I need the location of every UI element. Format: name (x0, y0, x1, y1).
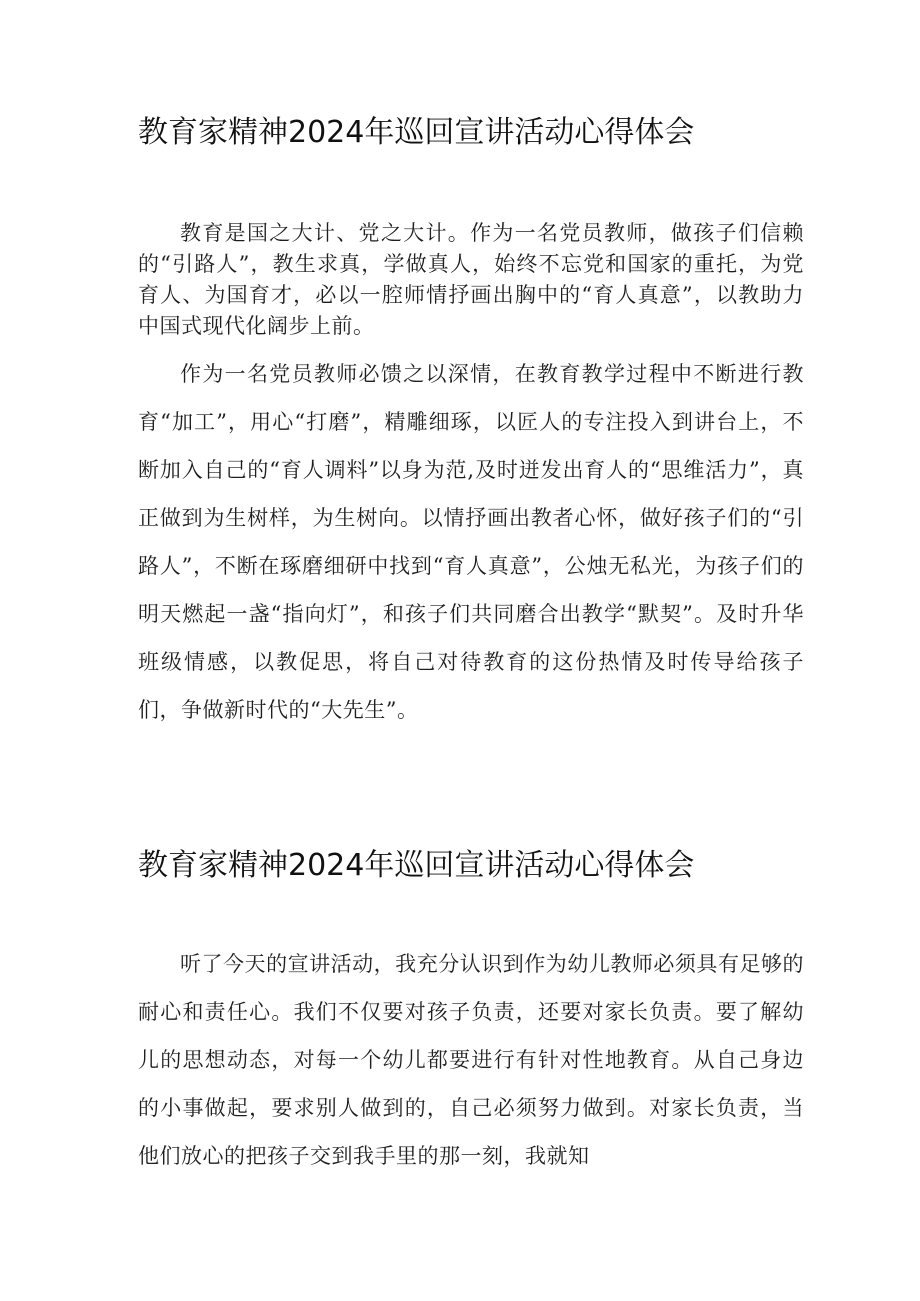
section-body (138, 940, 804, 1180)
body-paragraph: 听了今天的宣讲活动，我充分认识到作为幼儿教师必须具有足够的耐心和责任心。我们不仅要对孩子负责，还要对家长负责。要了解幼儿的思想动态，对每一个幼儿都要进行有针对性地教育。从自己身边的小事做起，要求别人做到的，自己必须努力做到。对家长负责，当他们放心的把孩子交到我手里的那一刻，我就知 (138, 952, 804, 1168)
body-paragraph: 作为一名党员教师必馈之以深情，在教育教学过程中不断进行教育“加工”，用心“打磨”，精雕细琢，以匠人的专注投入到讲台上，不断加入自己的“育人调料”以身为范,及时迸发出育人的“思维活力”，真正做到为生树样，为生树向。以情抒画出教者心怀，做好孩子们的“引路人”，不断在琢磨细研中找到“育人真意”，公烛无私光，为孩子们的明天燃起一盏“指向灯”，和孩子们共同磨合出教学“默契”。及时升华班级情感，以教促思，将自己对待教育的这份热情及时传导给孩子们，争做新时代的“大先生”。 (138, 362, 804, 722)
section-body (138, 218, 804, 734)
section-title: 教育家精神2024年巡回宣讲活动心得体会 (138, 848, 695, 883)
section-title: 教育家精神2024年巡回宣讲活动心得体会 (138, 115, 695, 150)
body-paragraph: 教育是国之大计、党之大计。作为一名党员教师，做孩子们信赖的“引路人”，教生求真，学做真人，始终不忘党和国家的重托，为党育人、为国育才，必以一腔师情抒画出胸中的“育人真意”，以教助力中国式现代化阔步上前。 (138, 221, 804, 338)
